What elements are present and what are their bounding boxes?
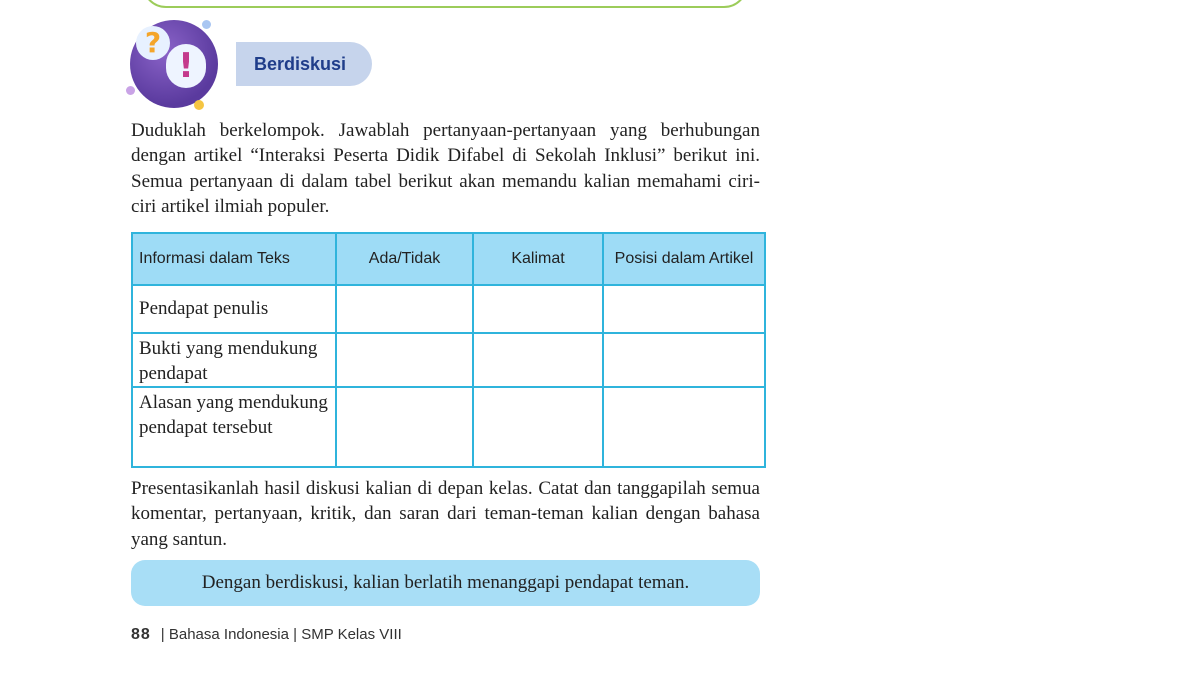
information-table	[131, 232, 766, 468]
book-title: | Bahasa Indonesia | SMP Kelas VIII	[160, 626, 402, 643]
cell-kalimat[interactable]	[473, 333, 603, 387]
header-kalimat: Kalimat	[473, 233, 603, 285]
cell-kalimat[interactable]	[473, 387, 603, 467]
note-box: Dengan berdiskusi, kalian berlatih menanggapi pendapat teman.	[131, 560, 760, 606]
cell-ada-tidak[interactable]	[336, 387, 473, 467]
cell-posisi[interactable]	[603, 333, 765, 387]
cell-info: Pendapat penulis	[132, 285, 336, 333]
instruction-paragraph: Duduklah berkelompok. Jawablah pertanyaan-pertanyaan yang berhubungan dengan artikel “Interaksi Peserta Didik Difabel di Sekolah Inklusi” berikut ini. Semua pertanyaan di dalam tabel berikut akan memandu kalian memahami ciri-ciri artikel ilmiah populer.	[131, 120, 760, 217]
decor-dot	[202, 20, 211, 29]
cell-info: Alasan yang mendukung pendapat tersebut	[132, 387, 336, 467]
exclamation-mark-icon: !	[166, 44, 206, 88]
table-row	[132, 285, 765, 333]
decor-dot	[126, 86, 135, 95]
header-informasi: Informasi dalam Teks	[132, 233, 336, 285]
cell-posisi[interactable]	[603, 285, 765, 333]
table-row	[132, 387, 765, 467]
header-ada-tidak: Ada/Tidak	[336, 233, 473, 285]
table-row	[132, 333, 765, 387]
page-number: 88	[131, 626, 151, 643]
cell-posisi[interactable]	[603, 387, 765, 467]
previous-content-box	[142, 0, 748, 8]
table-header-row	[132, 233, 765, 285]
question-mark-icon: ?	[136, 26, 170, 60]
header-posisi: Posisi dalam Artikel	[603, 233, 765, 285]
page-footer	[131, 626, 402, 644]
cell-info: Bukti yang mendukung pendapat	[132, 333, 336, 387]
cell-ada-tidak[interactable]	[336, 333, 473, 387]
discussion-icon	[124, 16, 224, 112]
presentation-paragraph: Presentasikanlah hasil diskusi kalian di depan kelas. Catat dan tanggapilah semua komentar, pertanyaan, kritik, dan saran dari teman-teman kalian dengan bahasa yang santun.	[131, 478, 760, 550]
section-heading: Berdiskusi	[236, 42, 372, 86]
cell-ada-tidak[interactable]	[336, 285, 473, 333]
cell-kalimat[interactable]	[473, 285, 603, 333]
decor-dot	[194, 100, 204, 110]
